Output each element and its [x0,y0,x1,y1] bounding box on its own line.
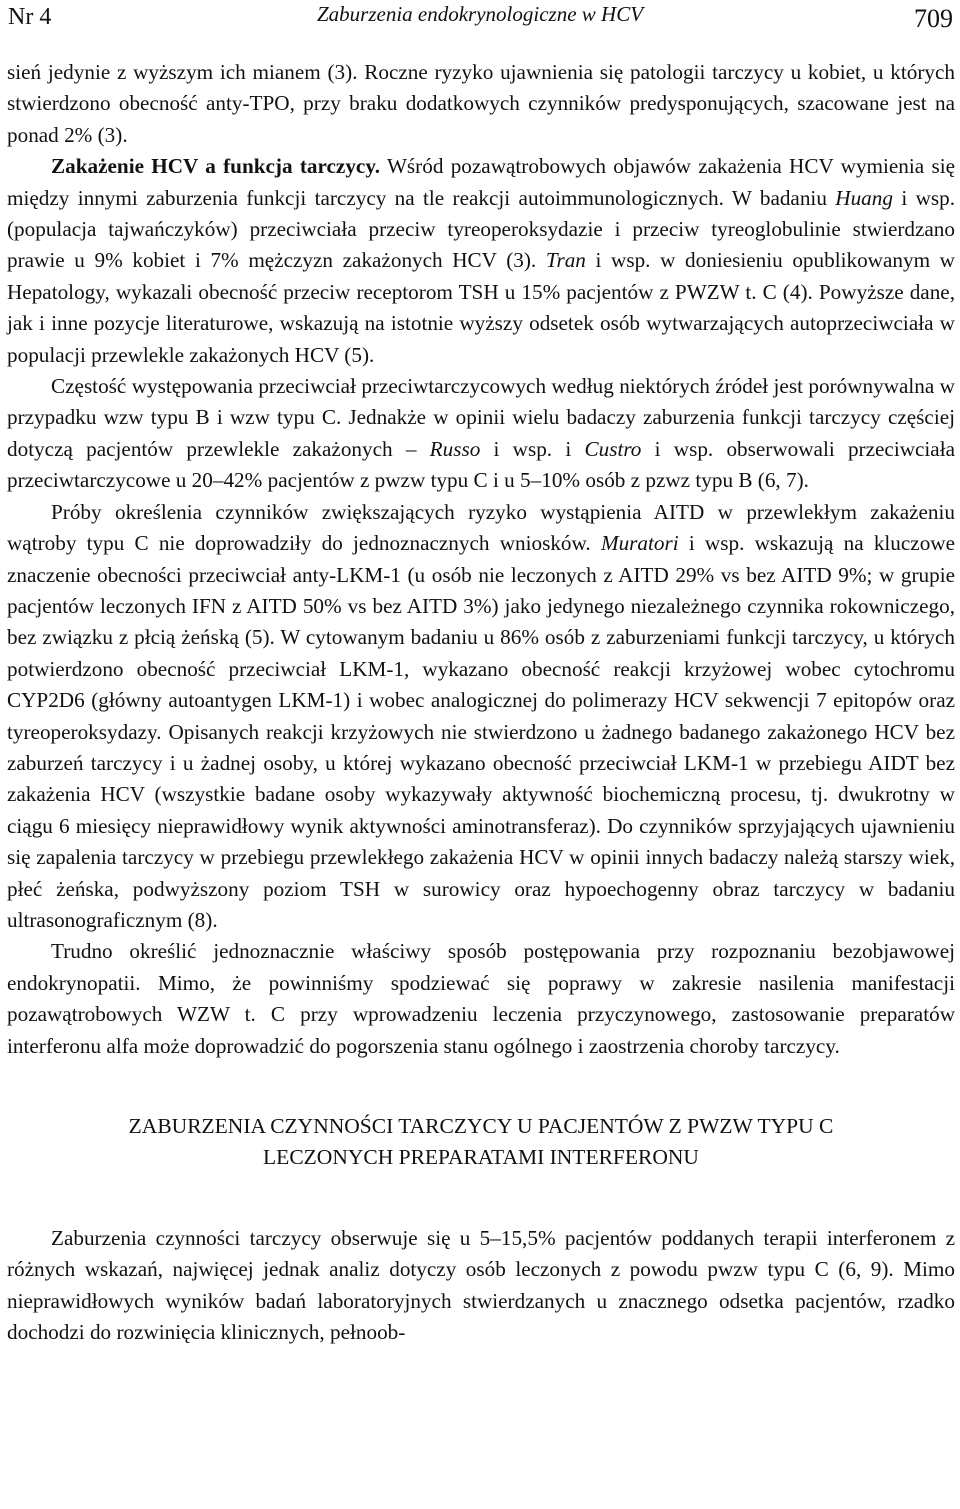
author-name: Tran [545,248,586,273]
paragraph-text: i wsp. (populacja tajwańczyków) przeciwciała przeciw tyreoperoksydazie i przeciw tyreoglobulinie stwierdzano prawie u 9% kobiet i 7% mężczyzn zakażonych HCV (3). [7,185,956,273]
paragraph-text: i wsp. i [480,436,585,461]
paragraph-risk-factors [7,497,955,937]
paragraph-text: i wsp. wskazują na kluczowe znaczenie obecności przeciwciał anty-LKM-1 (u osób nie leczonych z AITD 29% vs bez AITD 9%; w grupie pacjentów leczonych IFN z AITD 50% vs bez AITD 3%) jako jedynego niezależnego czynnika rokowniczego, bez związku z płcią żeńską (5). W cytowanym badaniu u 86% osób z zaburzeniami funkcji tarczycy, u których potwierdzono obecność przeciwciał LKM-1, wykazano obecność reakcji krzyżowej wobec cytochromu CYP2D6 (główny autoantygen LKM-1) i wobec analogicznej do polimerazy HCV sekwencji 7 epitopów oraz tyreoperoksydazy. Opisanych reakcji krzyżowych nie stwierdzono u żadnego badanego zakażonego HCV bez zaburzeń tarczycy i u żadnej osoby, u której wykazano obecność przeciwciał LKM-1 w przebiegu AIDT bez zakażenia HCV (wszystkie badane osoby wykazywały aktywność biochemiczną procesu, tj. dwukrotny w ciągu 6 miesięcy nieprawidłowy wynik aktywności aminotransferaz). Do czynników sprzyjających ujawnieniu się zapalenia tarczycy w przebiegu przewlekłego zakażenia HCV w opinii innych badaczy należą starszy wiek, płeć żeńska, podwyższony poziom TSH w surowicy oraz hypoechogenny obraz tarczycy w badaniu ultrasonograficznym (8). [7,531,955,932]
paragraph-text: Częstość występowania przeciwciał przeciwtarczycowych według niektórych źródeł jest porównywalna w przypadku wzw typu B i wzw typu C. Jednakże w opinii wielu badaczy zaburzenia funkcji tarczycy częściej dotyczą pacjentów przewlekle zakażonych – [7,374,955,461]
issue-number: Nr 4 [8,4,52,30]
paragraph-text: Trudno określić jednoznacznie właściwy sposób postępowania przy rozpoznaniu bezobjawowej endokrynopatii. Mimo, że powinniśmy spodziewać się poprawy w zakresie nasilenia manifestacji pozawątrobowych WZW t. C przy wprowadzeniu leczenia przyczynowego, zastosowanie preparatów interferonu alfa może doprowadzić do pogorszenia stanu ogólnego i zaostrzenia choroby tarczycy. [7,939,955,1058]
paragraph-text: i wsp. obserwowali przeciwciała przeciwtarczycowe u 20–42% pacjentów z pwzw typu C i u 5–10% osób z pzwz typu B (6, 7). [7,436,955,493]
paragraph-text: sień jedynie z wyższym ich mianem (3). Roczne ryzyko ujawnienia się patologii tarczycy u kobiet, u których stwierdzono obecność anty-TPO, przy braku dodatkowych czynników predysponujących, szacowane jest na ponad 2% (3). [7,60,955,147]
author-name: Huang [835,185,893,210]
paragraph-continuation [7,57,955,151]
paragraph-interferon [7,1223,955,1349]
section-heading [7,1111,955,1173]
author-name: Custro [584,436,642,461]
section-heading-line: ZABURZENIA CZYNNOŚCI TARCZYCY U PACJENTÓW Z PWZW TYPU C [128,1114,834,1138]
paragraph-hcv-thyroid [7,151,955,371]
running-title: Zaburzenia endokrynologiczne w HCV [316,2,644,26]
running-header [0,0,960,40]
paragraph-text: Próby określenia czynników zwiększających ryzyko wystąpienia AITD w przewlekłym zakażeniu wątroby typu C nie doprowadziły do jednoznacznych wniosków. [7,499,955,556]
paragraph-text: Wśród pozawątrobowych objawów zakażenia HCV wymienia się między innymi zaburzenia funkcji tarczycy na tle reakcji autoimmunologicznych. W badaniu [7,154,956,210]
section-heading-line: LECZONYCH PREPARATAMI INTERFERONU [263,1145,699,1169]
paragraph-management [7,936,955,1062]
paragraph-text: Zaburzenia czynności tarczycy obserwuje się u 5–15,5% pacjentów poddanych terapii interferonem z różnych wskazań, najwięcej jednak analiz dotyczy osób leczonych z powodu pwzw typu C (6, 9). Mimo nieprawidłowych wyników badań laboratoryjnych stwierdzanych u znacznego odsetka pacjentów, rzadko dochodzi do rozwinięcia klinicznych, pełnoob- [7,1226,955,1345]
author-name: Russo [429,436,481,461]
page-number: 709 [914,4,953,33]
paragraph-frequency [7,371,955,497]
paragraph-text: i wsp. w doniesieniu opublikowanym w Hepatology, wykazali obecność przeciw receptorom TSH u 15% pacjentów z PWZW t. C (4). Powyższe dane, jak i inne pozycje literaturowe, wskazują na istotnie wyższy odsetek osób wytwarzających autoprzeciwciała w populacji przewlekle zakażonych HCV (5). [7,248,955,367]
inline-subheading: Zakażenie HCV a funkcja tarczycy. [51,154,381,179]
author-name: Muratori [600,531,679,556]
body-text [7,57,955,1349]
